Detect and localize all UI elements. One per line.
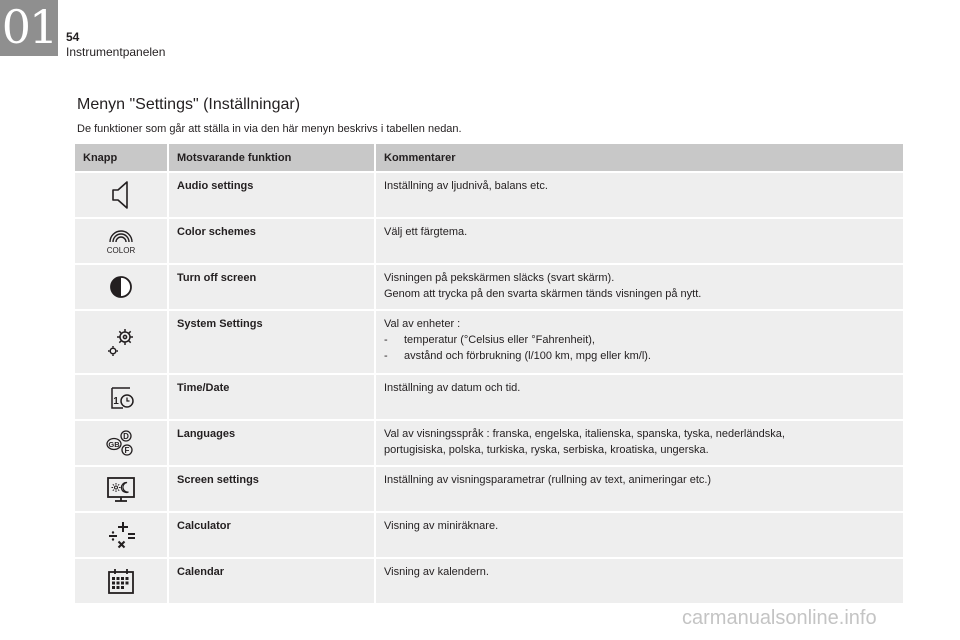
function-name: Time/Date xyxy=(167,375,374,419)
function-comment xyxy=(374,375,903,419)
table-row xyxy=(75,511,903,557)
table-row xyxy=(75,309,903,373)
color-icon-text: COLOR xyxy=(106,246,136,255)
icon-cell xyxy=(75,173,167,217)
function-comment xyxy=(374,559,903,603)
language-letter-f: F xyxy=(124,446,130,455)
table-row xyxy=(75,465,903,511)
language-letter-gb: GB xyxy=(108,440,120,449)
table-row xyxy=(75,557,903,603)
icon-cell xyxy=(75,265,167,309)
gears-icon xyxy=(101,324,141,360)
comment-line: Visning av kalendern. xyxy=(384,566,489,578)
icon-cell xyxy=(75,311,167,373)
icon-cell xyxy=(75,559,167,603)
section-title: Menyn "Settings" (Inställningar) xyxy=(77,96,301,113)
icon-cell xyxy=(75,219,167,263)
column-header-knapp: Knapp xyxy=(75,144,167,171)
comment-line: Val av visningsspråk : franska, engelska, italienska, spanska, tyska, nederländska, xyxy=(384,428,785,440)
function-name: Turn off screen xyxy=(167,265,374,309)
function-name: Color schemes xyxy=(167,219,374,263)
table-row xyxy=(75,217,903,263)
half-circle-icon xyxy=(101,269,141,305)
icon-cell xyxy=(75,513,167,557)
icon-cell xyxy=(75,421,167,465)
language-letter-d: D xyxy=(123,432,129,441)
chapter-tab xyxy=(0,0,58,56)
color-schemes-icon xyxy=(101,223,141,259)
watermark: carmanualsonline.info xyxy=(682,607,877,629)
comment-line: Visningen på pekskärmen släcks (svart skärm). xyxy=(384,272,615,284)
column-header-comments: Kommentarer xyxy=(374,144,903,171)
calendar-clock-icon xyxy=(101,379,141,415)
function-comment xyxy=(374,311,903,373)
languages-icon xyxy=(101,425,141,461)
function-name: Languages xyxy=(167,421,374,465)
comment-line: portugisiska, polska, turkiska, ryska, serbiska, kroatiska, ungerska. xyxy=(384,444,709,456)
function-comment xyxy=(374,513,903,557)
comment-line: Inställning av datum och tid. xyxy=(384,382,521,394)
intro-text: De funktioner som går att ställa in via den här menyn beskrivs i tabellen nedan. xyxy=(77,123,462,135)
bullet-item xyxy=(384,348,895,364)
function-name: Calculator xyxy=(167,513,374,557)
table-header xyxy=(75,142,903,171)
icon-cell xyxy=(75,375,167,419)
function-name: Audio settings xyxy=(167,173,374,217)
bullet-item xyxy=(384,332,895,348)
function-comment xyxy=(374,219,903,263)
screen-settings-icon xyxy=(101,471,141,507)
comment-line: Genom att trycka på den svarta skärmen tänds visningen på nytt. xyxy=(384,288,702,300)
function-comment xyxy=(374,265,903,309)
table-row xyxy=(75,263,903,309)
bullet-marker: - xyxy=(384,334,388,346)
function-name: Screen settings xyxy=(167,467,374,511)
comment-line: Inställning av ljudnivå, balans etc. xyxy=(384,180,548,192)
column-header-function: Motsvarande funktion xyxy=(167,144,374,171)
icon-cell xyxy=(75,467,167,511)
bullet-marker: - xyxy=(384,350,388,362)
chapter-title: Instrumentpanelen xyxy=(66,45,166,59)
table-row xyxy=(75,373,903,419)
speaker-icon xyxy=(101,177,141,213)
comment-line: Välj ett färgtema. xyxy=(384,226,468,238)
table-row xyxy=(75,419,903,465)
function-name: Calendar xyxy=(167,559,374,603)
page-number: 54 xyxy=(66,30,80,44)
chapter-number: 01 xyxy=(1,0,57,54)
function-comment xyxy=(374,173,903,217)
bullet-text: temperatur (°Celsius eller °Fahrenheit), xyxy=(404,334,595,346)
bullet-text: avstånd och förbrukning (l/100 km, mpg eller km/l). xyxy=(404,350,651,362)
function-comment xyxy=(374,421,903,465)
calendar-icon xyxy=(101,563,141,599)
calendar-clock-icon-text: 1 xyxy=(113,396,119,407)
comment-line: Val av enheter : xyxy=(384,318,461,330)
table-row xyxy=(75,171,903,217)
settings-table xyxy=(75,142,903,603)
calculator-icon xyxy=(101,517,141,553)
comment-line: Visning av miniräknare. xyxy=(384,520,499,532)
comment-line: Inställning av visningsparametrar (rullning av text, animeringar etc.) xyxy=(384,474,712,486)
function-name: System Settings xyxy=(167,311,374,373)
function-comment xyxy=(374,467,903,511)
